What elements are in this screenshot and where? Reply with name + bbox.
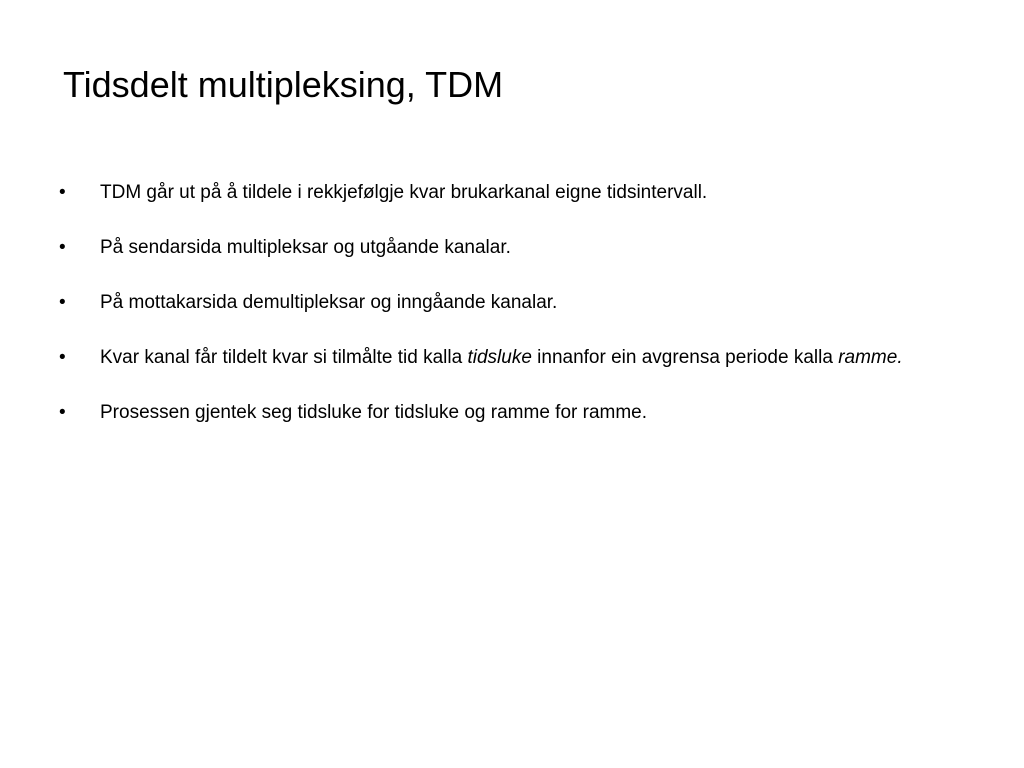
bullet-text-part: Kvar kanal får tildelt kvar si tilmålte tid kalla <box>100 347 468 368</box>
bullet-text: Prosessen gjentek seg tidsluke for tidsluke og ramme for ramme. <box>100 402 648 423</box>
bullet-text <box>100 347 903 368</box>
bullet-list <box>59 182 959 424</box>
bullet-text: På sendarsida multipleksar og utgåande kanalar. <box>100 237 511 258</box>
bullet-icon: • <box>59 347 66 368</box>
bullet-item-repetition <box>59 402 959 424</box>
bullet-text: På mottakarsida demultipleksar og inngåande kanalar. <box>100 292 558 313</box>
bullet-text: TDM går ut på å tildele i rekkjefølgje kvar brukarkanal eigne tidsintervall. <box>100 182 708 203</box>
bullet-item-timeslot-frame <box>59 347 959 369</box>
bullet-icon: • <box>59 402 66 423</box>
slide-title: Tidsdelt multipleksing, TDM <box>63 64 504 105</box>
bullet-icon: • <box>59 182 66 203</box>
bullet-item-receiver-side <box>59 292 959 314</box>
bullet-icon: • <box>59 237 66 258</box>
emphasis-timeslot: tidsluke <box>467 347 532 368</box>
bullet-item-sender-side <box>59 237 959 259</box>
bullet-icon: • <box>59 292 66 313</box>
bullet-item-tdm-definition <box>59 182 959 204</box>
emphasis-frame: ramme. <box>838 347 903 368</box>
bullet-text-part: innanfor ein avgrensa periode kalla <box>531 347 839 368</box>
